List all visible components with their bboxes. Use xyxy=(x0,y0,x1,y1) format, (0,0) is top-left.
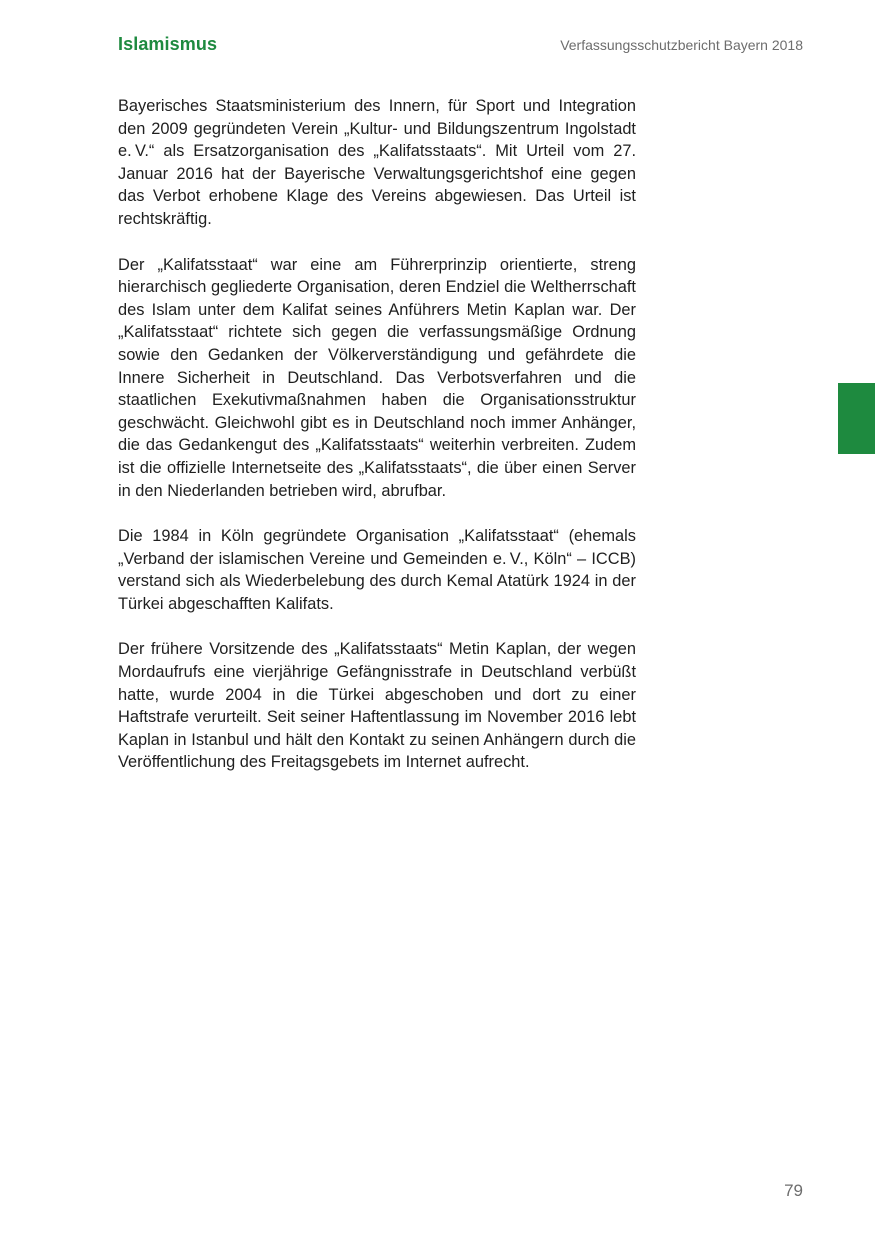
body-text xyxy=(118,95,636,797)
paragraph-4: Der frühere Vorsitzende des „Kalifatsstaats“ Metin Kaplan, der wegen Mordaufrufs eine vierjährige Gefängnisstrafe in Deutschland verbüßt hatte, wurde 2004 in die Türkei abgeschoben und dort zu einer Haftstrafe verurteilt. Seit seiner Haftentlassung im November 2016 lebt Kaplan in Istanbul und hält den Kontakt zu seinen Anhängern durch die Veröffentlichung des Freitagsgebets im Internet aufrecht. xyxy=(118,640,636,772)
report-title: Verfassungsschutzbericht Bayern 2018 xyxy=(560,37,803,53)
section-title: Islamismus xyxy=(118,34,218,54)
paragraph-2: Der „Kalifatsstaat“ war eine am Führerprinzip orientierte, streng hierarchisch gegliederte Organisation, deren Endziel die Weltherrschaft des Islam unter dem Kalifat seines Anführers Metin Kaplan war. Der „Kalifatsstaat“ richtete sich gegen die verfassungsmäßige Ordnung sowie den Gedanken der Völkerverständigung und gefährdete die Innere Sicherheit in Deutschland. Das Verbotsverfahren und die staatlichen Exekutivmaßnahmen haben die Organisationsstruktur geschwächt. Gleichwohl gibt es in Deutschland noch immer Anhänger, die das Gedankengut des „Kalifatsstaats“ weiterhin verbreiten. Zudem ist die offizielle Internetseite des „Kalifatsstaats“, die über einen Server in den Niederlanden betrieben wird, abrufbar. xyxy=(118,255,636,500)
chapter-marker-tab xyxy=(838,383,875,454)
paragraph-3: Die 1984 in Köln gegründete Organisation „Kalifatsstaat“ (ehemals „Verband der islamischen Vereine und Gemeinden e. V., Köln“ – ICCB) verstand sich als Wiederbelebung des durch Kemal Atatürk 1924 in der Türkei abgeschafften Kalifats. xyxy=(118,527,636,613)
paragraph-1: Bayerisches Staatsministerium des Innern, für Sport und Integration den 2009 gegründeten Verein „Kultur- und Bildungszentrum Ingolstadt e. V.“ als Ersatzorganisation des „Kalifatsstaats“. Mit Urteil vom 27. Januar 2016 hat der Bayerische Verwaltungsgerichtshof eine gegen das Verbot erhobene Klage des Vereins abgewiesen. Das Urteil ist rechtskräftig. xyxy=(118,97,636,228)
page-number: 79 xyxy=(784,1181,803,1200)
